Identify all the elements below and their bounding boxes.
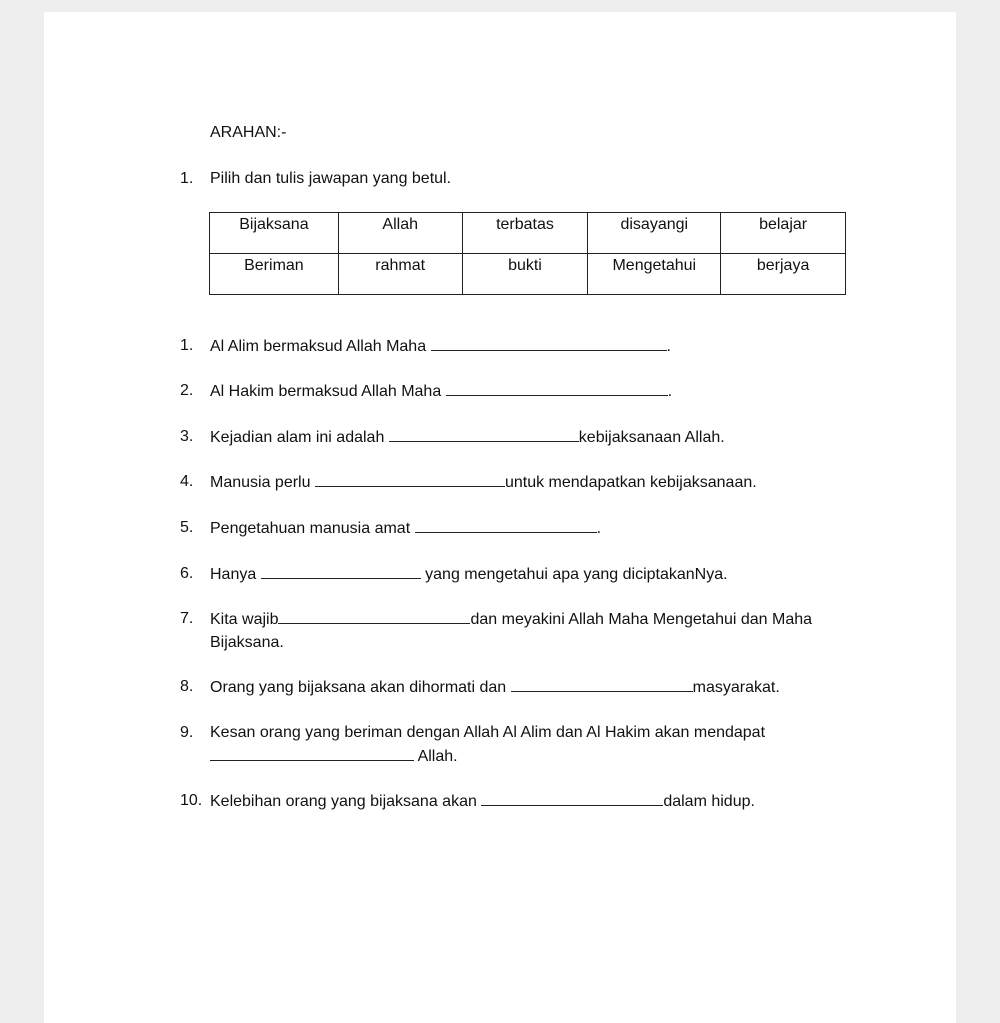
- question-8: [180, 675, 820, 699]
- question-text-after: .: [666, 338, 671, 355]
- word-bank-cell: Allah: [338, 213, 462, 254]
- word-bank-cell: belajar: [721, 213, 846, 254]
- question-6: [180, 562, 820, 586]
- word-bank-cell: Beriman: [210, 254, 339, 295]
- word-bank-cell: terbatas: [462, 213, 588, 254]
- question-10: [180, 789, 820, 813]
- question-text-after: yang mengetahui apa yang diciptakanNya.: [420, 566, 728, 583]
- instruction-number: 1.: [180, 170, 194, 187]
- question-text: Manusia perlu: [210, 474, 315, 491]
- question-number: 7.: [180, 610, 194, 627]
- word-bank-cell: berjaya: [721, 254, 846, 295]
- question-5: [180, 516, 820, 540]
- question-text: Kita wajib: [210, 611, 279, 628]
- question-text-after: .: [667, 383, 673, 400]
- question-number: 3.: [180, 428, 194, 445]
- question-text-after: kebijaksanaan Allah.: [578, 429, 725, 446]
- question-text-after: .: [596, 520, 602, 537]
- question-text: Al Alim bermaksud Allah Maha: [210, 338, 431, 355]
- question-number: 2.: [180, 382, 194, 399]
- answer-blank[interactable]: [278, 607, 470, 624]
- question-7: [180, 607, 820, 654]
- word-bank-cell: rahmat: [338, 254, 462, 295]
- question-2: [180, 379, 820, 403]
- word-bank-cell: Mengetahui: [588, 254, 721, 295]
- question-number: 4.: [180, 473, 194, 490]
- answer-blank[interactable]: [210, 744, 414, 761]
- worksheet-page: [44, 12, 956, 1023]
- answer-blank[interactable]: [446, 379, 668, 396]
- question-number: 8.: [180, 678, 194, 695]
- question-text: Kesan orang yang beriman dengan Allah Al Alim dan Al Hakim akan mendapat: [210, 724, 766, 741]
- answer-blank[interactable]: [511, 675, 693, 692]
- instruction: [180, 170, 451, 188]
- question-number: 10.: [180, 792, 203, 809]
- answer-blank[interactable]: [481, 789, 663, 806]
- instruction-text: Pilih dan tulis jawapan yang betul.: [210, 170, 452, 187]
- word-bank-cell: Bijaksana: [210, 213, 339, 254]
- question-number: 1.: [180, 337, 194, 354]
- question-text-after: untuk mendapatkan kebijaksanaan.: [504, 474, 757, 491]
- question-text: Kejadian alam ini adalah: [210, 429, 389, 446]
- word-bank-row: [210, 213, 846, 254]
- question-4: [180, 470, 820, 494]
- answer-blank[interactable]: [315, 470, 505, 487]
- word-bank-cell: disayangi: [588, 213, 721, 254]
- question-text-after: dan meyakini Allah Maha Mengetahui dan Maha Bijaksana.: [210, 611, 813, 651]
- question-text-after: dalam hidup.: [663, 793, 755, 810]
- word-bank-cell: bukti: [462, 254, 588, 295]
- question-text: Pengetahuan manusia amat: [210, 520, 415, 537]
- question-9: [180, 721, 780, 768]
- heading: ARAHAN:-: [210, 124, 287, 141]
- question-number: 5.: [180, 519, 194, 536]
- question-text: Kelebihan orang yang bijaksana akan: [210, 793, 482, 810]
- answer-blank[interactable]: [415, 516, 597, 533]
- question-text-after: masyarakat.: [692, 679, 780, 696]
- answer-blank[interactable]: [431, 334, 667, 351]
- word-bank-table: [209, 212, 846, 295]
- answer-blank[interactable]: [389, 425, 579, 442]
- question-3: [180, 425, 820, 449]
- question-number: 6.: [180, 565, 194, 582]
- question-number: 9.: [180, 724, 194, 741]
- question-text-after: Allah.: [414, 748, 458, 765]
- question-1: [180, 334, 820, 358]
- question-text: Orang yang bijaksana akan dihormati dan: [210, 679, 511, 696]
- question-text: Hanya: [210, 566, 261, 583]
- answer-blank[interactable]: [261, 562, 421, 579]
- question-text: Al Hakim bermaksud Allah Maha: [210, 383, 446, 400]
- word-bank-row: [210, 254, 846, 295]
